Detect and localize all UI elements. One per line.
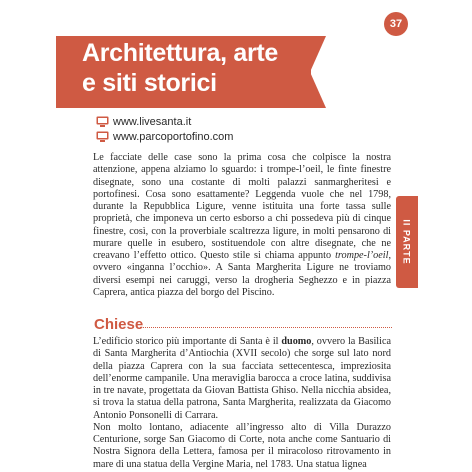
website-link-text[interactable]: www.livesanta.it — [113, 115, 192, 128]
intro-italic-term: trompe-l’oeil — [335, 250, 389, 261]
title-banner-notch — [310, 36, 326, 108]
side-tab-label: II PARTE — [402, 219, 412, 265]
website-links — [96, 114, 233, 144]
section-divider — [140, 327, 392, 328]
monitor-icon — [96, 116, 109, 127]
page-title-line-2: e siti storici — [82, 69, 217, 97]
paragraph-text: , ovvero la Basilica di Santa Margherita d’Antiochia (XVII secolo) che sorge sul lato nord della piazza Caprera con la sua facciata settecentesca, impreziosita dell’enorme campanile. Una meraviglia barocca a croce latina, suddivisa in tre navate, progettata da Giovan Battista Ghiso. Nella nicchia absidea, si trova la statua della patrona, Santa Margherita, realizzata da Giacomo Antonio Ponsonelli di Carrara. — [93, 336, 391, 421]
section-body — [93, 336, 391, 471]
page-number: 37 — [384, 12, 408, 36]
website-link-text[interactable]: www.parcoportofino.com — [113, 130, 234, 143]
website-link-parcoportofino[interactable] — [96, 129, 233, 144]
page-title — [82, 38, 278, 98]
section-heading: Chiese — [94, 316, 144, 333]
intro-text: Le facciate delle case sono la prima cosa che colpisce la nostra attenzione, appena alziamo lo sguardo: i trompe-l’oeil, le finte finestre disegnate, sono una costante di molti palazzi sanmargheritesi e portofinesi. Cosa sono esattamente? Leggenda vuole che nel 1798, durante la Repubblica Ligure, venne istituita una forte tassa sulle proprietà, che imponeva un certo esborso a chi possedeva più di cinque finestre, così, con la proverbiale scaltrezza ligure, in molti pensarono di murare quelle in esubero, sostituendole con altre disegnate, che ne creavano l’effetto ottico. Questo stile si chiama appunto — [93, 152, 391, 261]
page-title-line-1: Architettura, arte — [82, 39, 279, 67]
intro-paragraph — [93, 152, 391, 299]
monitor-icon — [96, 131, 109, 142]
section-paragraph-2: Non molto lontano, adiacente all’ingresso alto di Villa Durazzo Centurione, sorge San Giacomo di Corte, nota anche come Santuario di Nostra Signora della Lettera, famosa per il miracoloso ritrovamento in mare di una statua della Vergine Maria, nel 1783. Una statua lignea — [93, 421, 391, 470]
intro-text-end: , ovvero «inganna l’occhio». A Santa Margherita Ligure ne troviamo diversi esempi nei caruggi, verso la drogheria Seghezzo e in piazza Caprera, antica piazza del borgo del Piscino. — [93, 250, 391, 298]
paragraph-text: L’edificio storico più importante di Santa è il — [93, 336, 282, 347]
section-paragraph-1 — [93, 336, 391, 422]
side-part-tab — [396, 196, 418, 288]
website-link-livesanta[interactable] — [96, 114, 233, 129]
bold-term: duomo — [281, 336, 312, 347]
